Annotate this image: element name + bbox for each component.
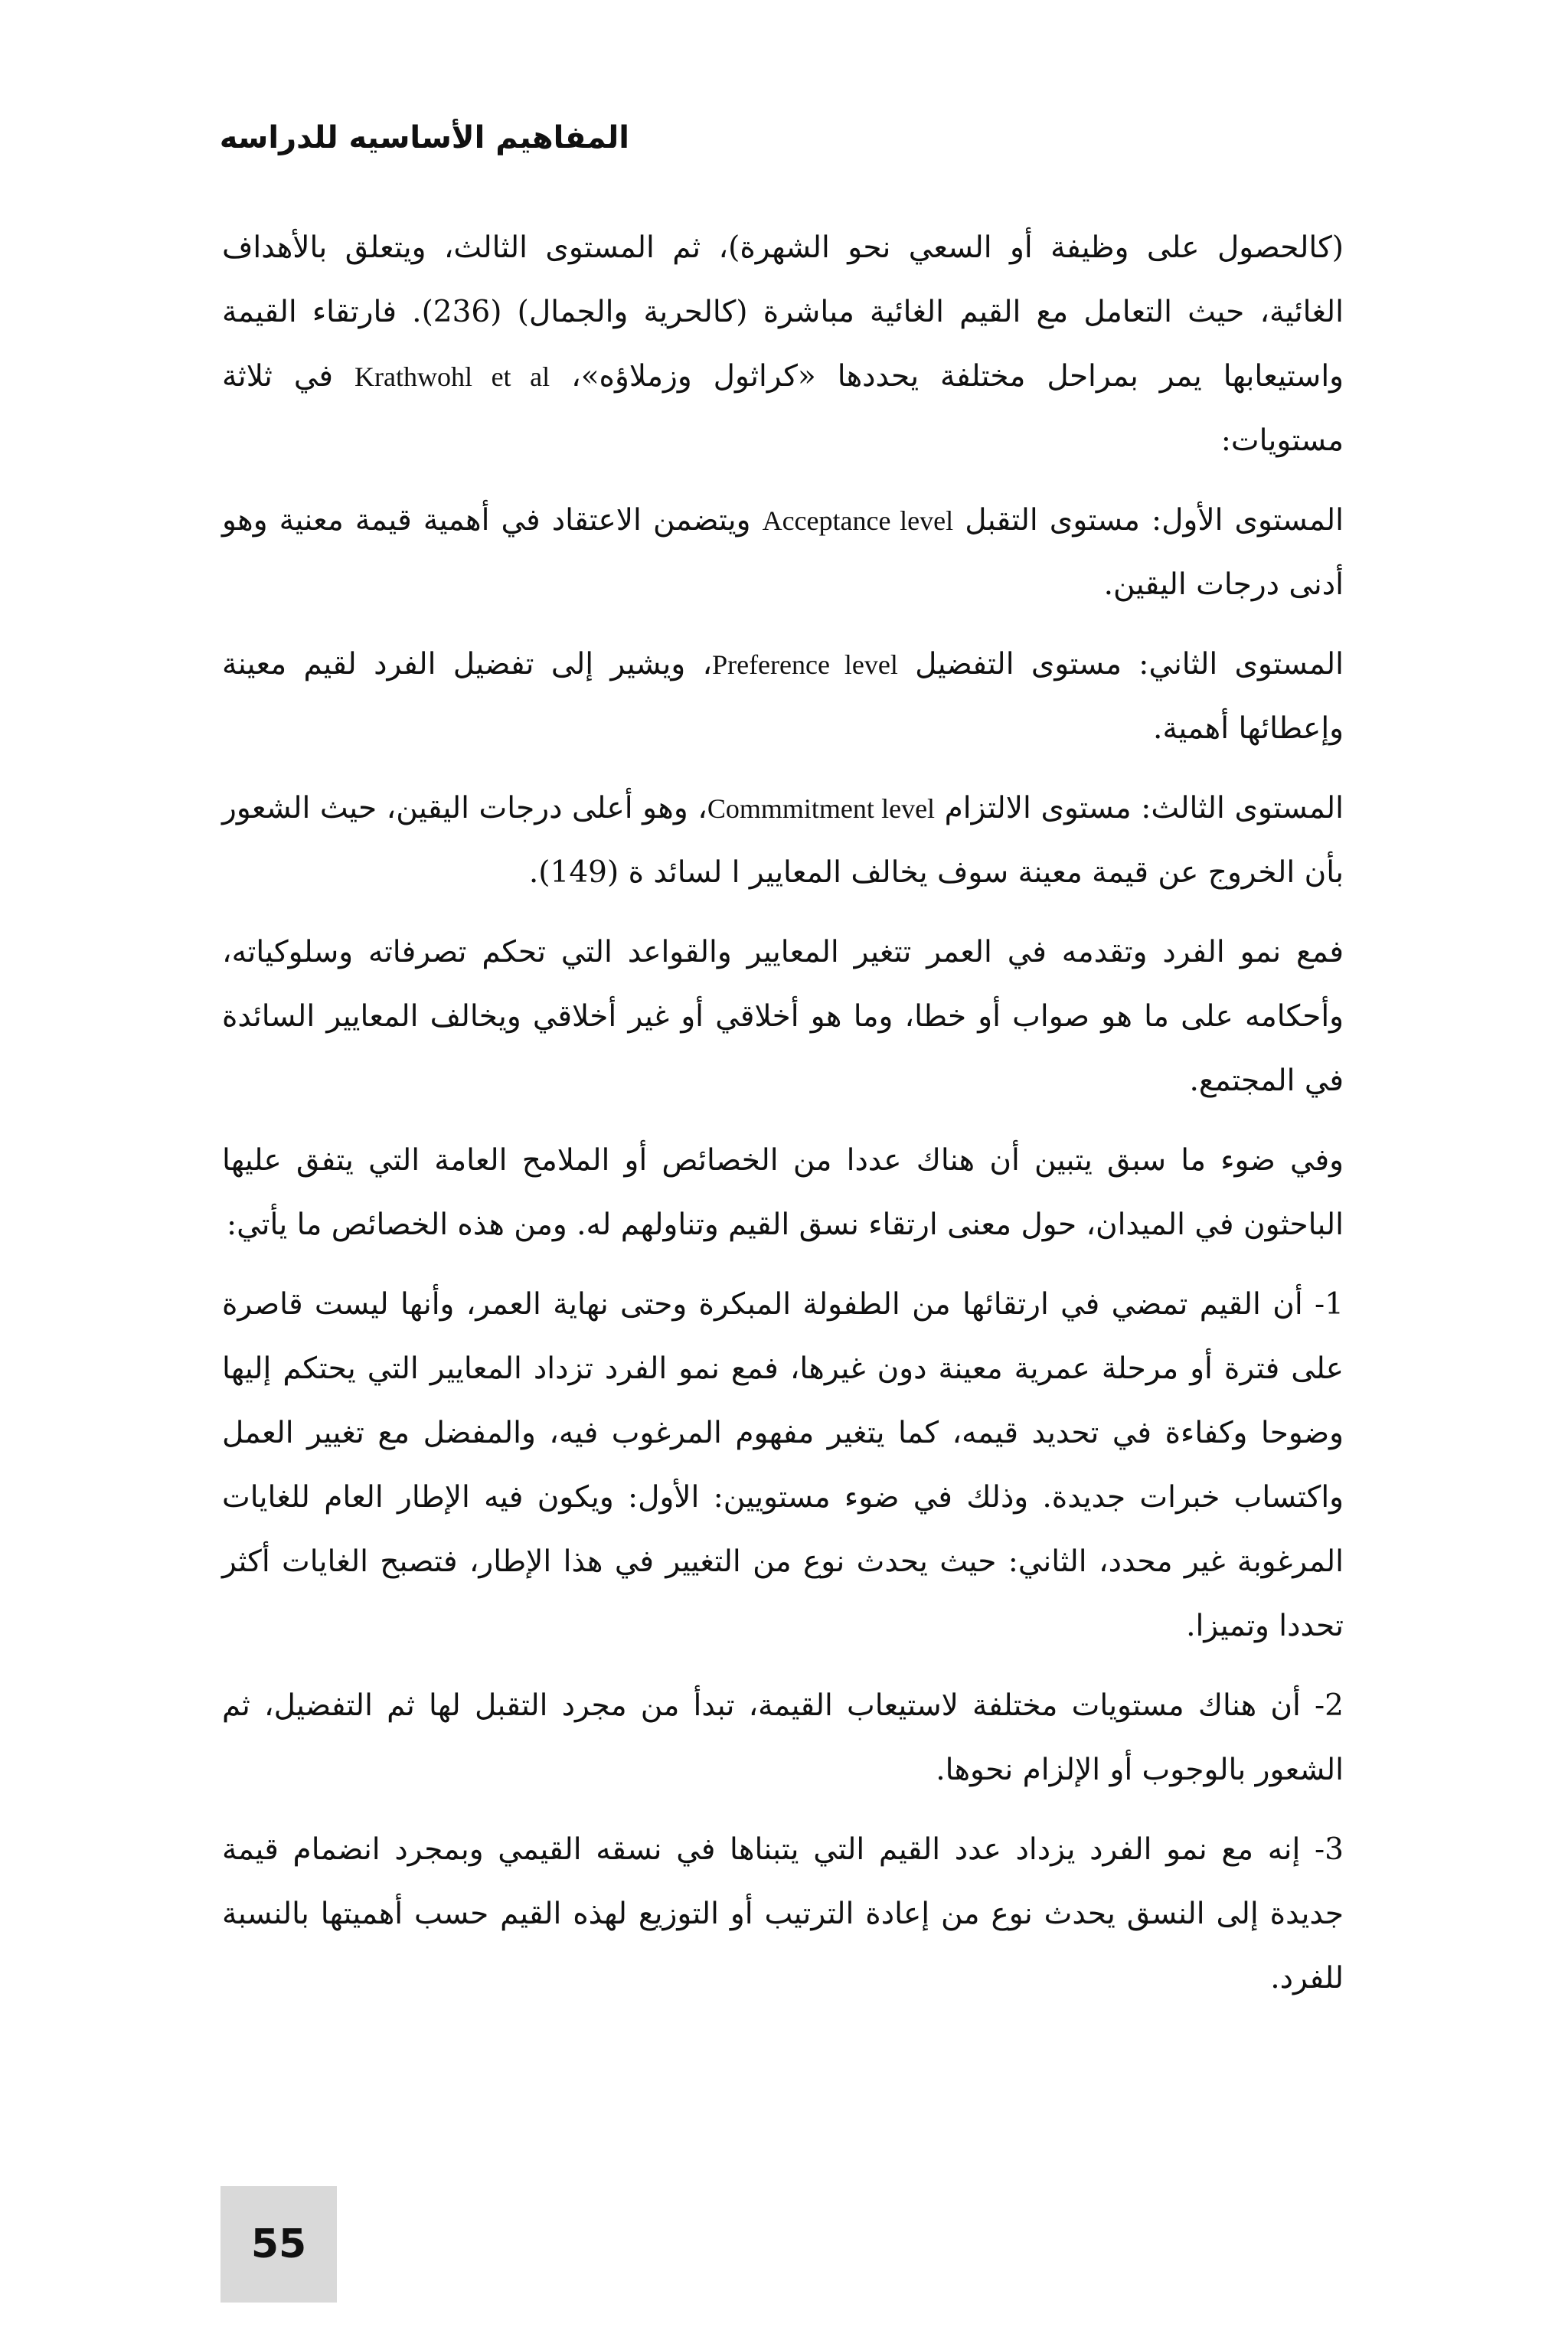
running-header: المفاهيم الأساسيه للدراسه: [219, 120, 629, 155]
page-number-box: [220, 2186, 337, 2303]
paragraph-7: 1- أن القيم تمضي في ارتقائها من الطفولة المبكرة وحتى نهاية العمر، وأنها ليست قاصرة على فترة أو مرحلة عمرية معينة دون غيرها، فمع نمو الفرد تزداد المعايير التي يحتكم إليها وضوحا وكفاءة في تحديد قيمه، كما يتغير مفهوم المرغوب فيه، والمفضل مع تغيير العمل واكتساب خبرات جديدة. وذلك في ضوء مستويين: الأول: ويكون فيه الإطار العام للغايات المرغوبة غير محدد، الثاني: حيث يحدث نوع من التغيير في هذا الإطار، فتصبح الغايات أكثر تحددا وتميزا.: [222, 1287, 1344, 1643]
paragraph-4: المستوى الثالث: مستوى الالتزام Commmitment level، وهو أعلى درجات اليقين، حيث الشعور بأن الخروج عن قيمة معينة سوف يخالف المعايير ا لسائد ة (149).: [222, 791, 1344, 890]
latin-term: Commmitment level: [707, 793, 936, 824]
paragraph-6: وفي ضوء ما سبق يتبين أن هناك عددا من الخصائص أو الملامح العامة التي يتفق عليها الباحثون في الميدان، حول معنى ارتقاء نسق القيم وتناولهم له. ومن هذه الخصائص ما يأتي:: [222, 1143, 1344, 1242]
latin-term: Preference level: [712, 649, 898, 680]
paragraph-3: المستوى الثاني: مستوى التفضيل Preference level، ويشير إلى تفضيل الفرد لقيم معينة وإعطائها أهمية.: [222, 647, 1344, 746]
latin-term: Krathwohl et al: [354, 361, 550, 392]
paragraph-1: (كالحصول على وظيفة أو السعي نحو الشهرة)، ثم المستوى الثالث، ويتعلق بالأهداف الغائية، حيث التعامل مع القيم الغائية مباشرة (كالحرية والجمال) (236). فارتقاء القيمة واستيعابها يمر بمراحل مختلفة يحددها «كراثول وزملاؤه»، Krathwohl et al في ثلاثة مستويات:: [222, 230, 1344, 458]
paragraph-5: فمع نمو الفرد وتقدمه في العمر تتغير المعايير والقواعد التي تحكم تصرفاته وسلوكياته، وأحكامه على ما هو صواب أو خطا، وما هو أخلاقي أو غير أخلاقي ويخالف المعايير السائدة في المجتمع.: [222, 935, 1344, 1098]
page-number: 55: [250, 2221, 307, 2267]
paragraph-9: 3- إنه مع نمو الفرد يزداد عدد القيم التي يتبناها في نسقه القيمي وبمجرد انضمام قيمة جديدة إلى النسق يحدث نوع من إعادة الترتيب أو التوزيع لهذه القيم حسب أهميتها بالنسبة للفرد.: [222, 1832, 1344, 1995]
paragraph-2: المستوى الأول: مستوى التقبل Acceptance level ويتضمن الاعتقاد في أهمية قيمة معنية وهو أدنى درجات اليقين.: [222, 503, 1344, 602]
body-text: [222, 216, 1344, 2026]
latin-term: Acceptance level: [762, 505, 954, 536]
paragraph-8: 2- أن هناك مستويات مختلفة لاستيعاب القيمة، تبدأ من مجرد التقبل لها ثم التفضيل، ثم الشعور بالوجوب أو الإلزام نحوها.: [222, 1688, 1344, 1787]
